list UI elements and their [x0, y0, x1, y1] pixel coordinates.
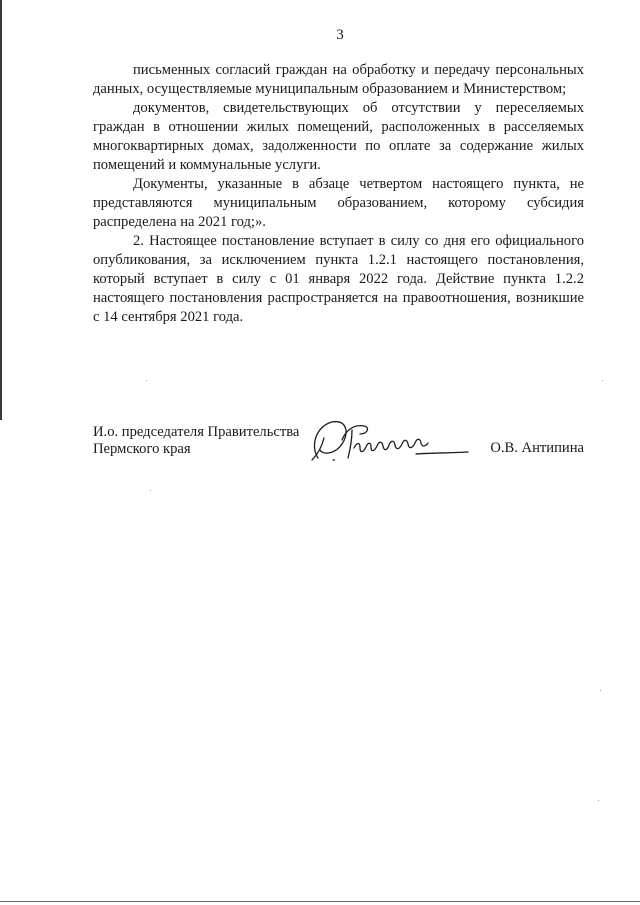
signer-title-line-2: Пермского края — [93, 441, 191, 457]
paragraph-entry-into-force: 2. Настоящее постановление вступает в силу со дня его официального опубликования, за исключением пункта 1.2.1 настоящего постановления, который вступает в силу с 01 января 2022 года. Действие пункта 1.2.2 настоящего постановления распространяется на правоотношения, возникшие с 14 сентября 2021 года. — [93, 233, 584, 325]
page-edge-bottom — [0, 901, 640, 902]
signer-title-line-1: И.о. председателя Правительства — [93, 424, 300, 440]
signature-block — [93, 424, 584, 474]
paragraph-no-debt-documents: документов, свидетельствующих об отсутствии у переселяемых граждан в отношении жилых помещений, расположенных в расселяемых многоквартирных домах, задолженности по оплате за содержание жилых помещений и коммунальные услуги. — [93, 100, 584, 173]
signer-name: О.В. Антипина — [490, 440, 584, 456]
document-body — [93, 61, 584, 327]
scan-speck — [146, 380, 147, 381]
scan-speck — [150, 490, 151, 491]
paragraph-consents: письменных согласий граждан на обработку и передачу персональных данных, осуществляемые муниципальным образованием и Министерством; — [93, 62, 584, 97]
handwritten-signature — [308, 416, 478, 466]
signer-title — [93, 424, 299, 458]
paragraph-documents-not-submitted: Документы, указанные в абзаце четвертом настоящего пункта, не представляются муниципальным образованием, которому субсидия распределена на 2021 год;». — [93, 176, 584, 230]
scan-speck — [600, 690, 601, 691]
page-number: 3 — [336, 27, 344, 43]
scan-speck — [602, 380, 603, 381]
scan-speck — [598, 800, 599, 801]
page-edge-left — [0, 0, 2, 420]
